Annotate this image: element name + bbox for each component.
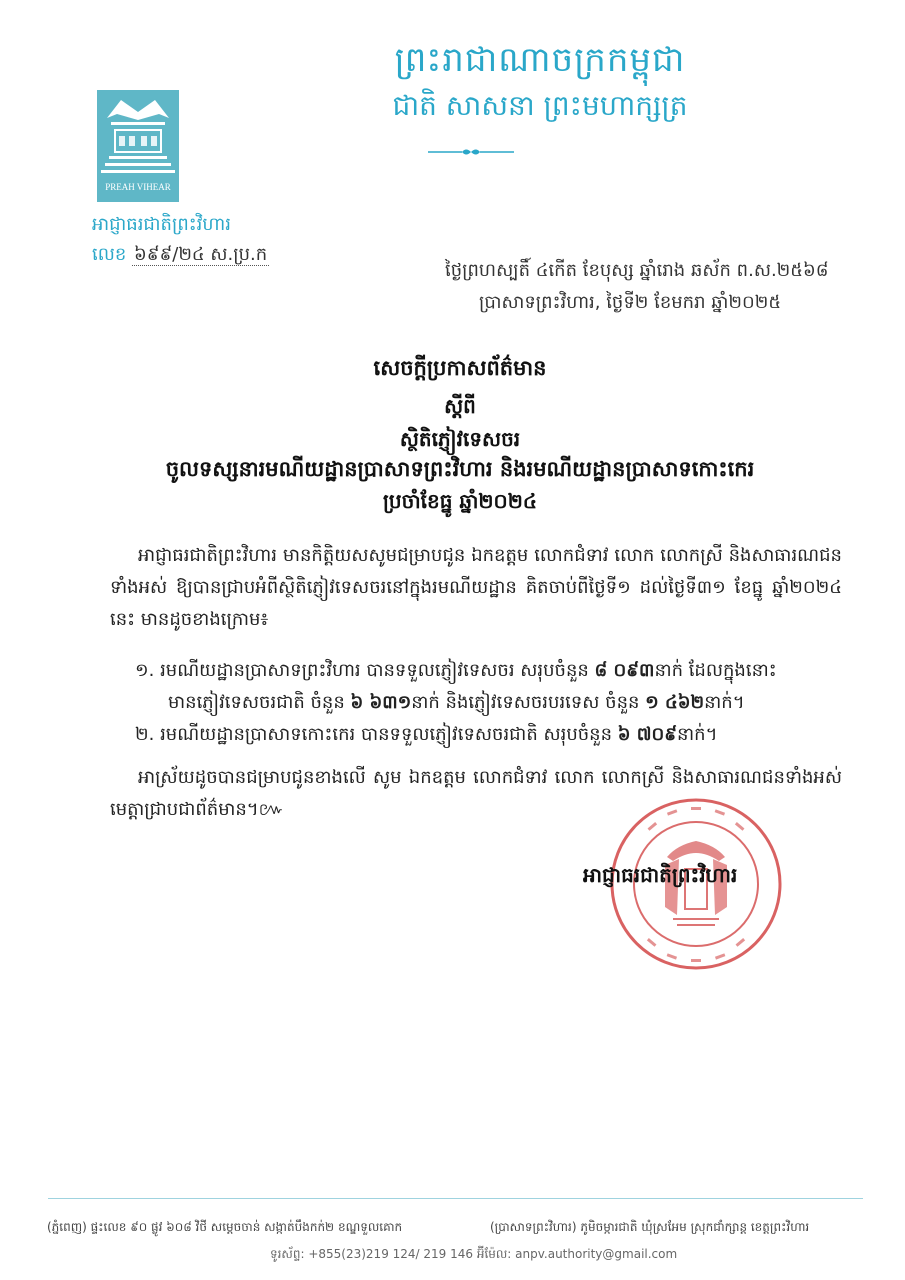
item1-text-a: ១. រមណីយដ្ឋានប្រាសាទព្រះវិហារ បានទទួលភ្ញៀវទេសចរ សរុបចំនួន [135, 660, 595, 681]
item1-total: ៨ ០៩៣ [594, 660, 655, 681]
list-item-koh-ker [135, 722, 717, 749]
preah-vihear-logo [97, 90, 179, 202]
title-subject: ស្ថិតិភ្ញៀវទេសចរ [399, 427, 521, 451]
title-period: ប្រចាំខែធ្នូ ឆ្នាំ២០២៤ [382, 489, 538, 513]
solar-date: ប្រាសាទព្រះវិហារ, ថ្ងៃទី២ ខែមករា ឆ្នាំ២០២៥ [479, 292, 782, 313]
item1-text-b: នាក់ ដែលក្នុងនោះ [654, 660, 777, 681]
reference-label: លេខ [92, 244, 127, 265]
item1-text-e: នាក់។ [704, 692, 745, 713]
signatory-agency: អាជ្ញាធរជាតិព្រះវិហារ [583, 863, 738, 887]
footer-address-preah-vihear: (ប្រាសាទព្រះវិហារ) ភូមិចម្ការជាតិ ឃុំស្រអែម ស្រុកជាំក្សាន្ត ខេត្តព្រះវិហារ [490, 1220, 810, 1234]
list-item-preah-vihear-cont [168, 690, 745, 717]
item2-total: ៦ ៧០៩ [617, 724, 678, 745]
logo-caption: PREAH VIHEAR [105, 182, 171, 192]
item2-text-b: នាក់។ [677, 724, 718, 745]
footer-contact: ទូរស័ព្ទ: +855(23)219 124/ 219 146 អ៊ីម៉ែល: anpv.authority@gmail.com [270, 1247, 678, 1261]
reference-number [92, 242, 269, 269]
temple-emblem-icon [97, 90, 179, 202]
ornament-divider [428, 146, 514, 158]
footer-divider [48, 1198, 863, 1199]
item1-text-d: នាក់ និងភ្ញៀវទេសចរបរទេស ចំនួន [411, 692, 646, 713]
lunar-date: ថ្ងៃព្រហស្បតិ៍ ៤កើត ខែបុស្ស ឆ្នាំរោង ឆស័ក ព.ស.២៥៦៨ [445, 260, 829, 281]
closing-paragraph: អាស្រ័យដូចបានជម្រាបជូនខាងលើ សូម ឯកឧត្តម លោកជំទាវ លោក លោកស្រី និងសាធារណជនទាំងអស់មេត្តាជ្រាបជាព័ត៌មាន។៚ [110, 767, 842, 820]
sender-agency: អាជ្ញាធរជាតិព្រះវិហារ [92, 214, 231, 235]
title-sites: ចូលទស្សនារមណីយដ្ឋានប្រាសាទព្រះវិហារ និងរមណីយដ្ឋានប្រាសាទកោះកេរ [165, 457, 755, 481]
national-motto: ជាតិ សាសនា ព្រះមហាក្សត្រ [392, 89, 688, 122]
title-subject-label: ស្តីពី [444, 394, 476, 418]
kingdom-heading: ព្រះរាជាណាចក្រកម្ពុជា [394, 40, 686, 80]
intro-paragraph: អាជ្ញាធរជាតិព្រះវិហារ មានកិត្តិយសសូមជម្រាបជូន ឯកឧត្តម លោកជំទាវ លោក លោកស្រី និងសាធារណជនទាំងអស់ ឱ្យបានជ្រាបអំពីស្ថិតិភ្ញៀវទេសចរនៅក្នុងរមណីយដ្ឋាន គិតចាប់ពីថ្ងៃទី១ ដល់ថ្ងៃទី៣១ ខែធ្នូ ឆ្នាំ២០២៤ នេះ មានដូចខាងក្រោម៖ [110, 545, 842, 630]
document-title: សេចក្តីប្រកាសព័ត៌មាន [373, 356, 547, 380]
list-item-preah-vihear [135, 658, 777, 685]
footer-address-phnom-penh: (ភ្នំពេញ) ផ្ទះលេខ ៩០ ផ្លូវ ៦០៨ វិថី សម្តេចចាន់ សង្កាត់បឹងកក់២ ខណ្ឌទួលគោក [47, 1220, 403, 1234]
item1-domestic: ៦ ៦៣១ [350, 692, 412, 713]
item2-text-a: ២. រមណីយដ្ឋានប្រាសាទកោះកេរ បានទទួលភ្ញៀវទេសចរជាតិ សរុបចំនួន [135, 724, 618, 745]
item1-foreign: ១ ៤៦២ [645, 692, 705, 713]
reference-value: ៦៩៩/២៤ ស.ប្រ.ក [134, 244, 268, 265]
item1-text-c: មានភ្ញៀវទេសចរជាតិ ចំនួន [168, 692, 351, 713]
